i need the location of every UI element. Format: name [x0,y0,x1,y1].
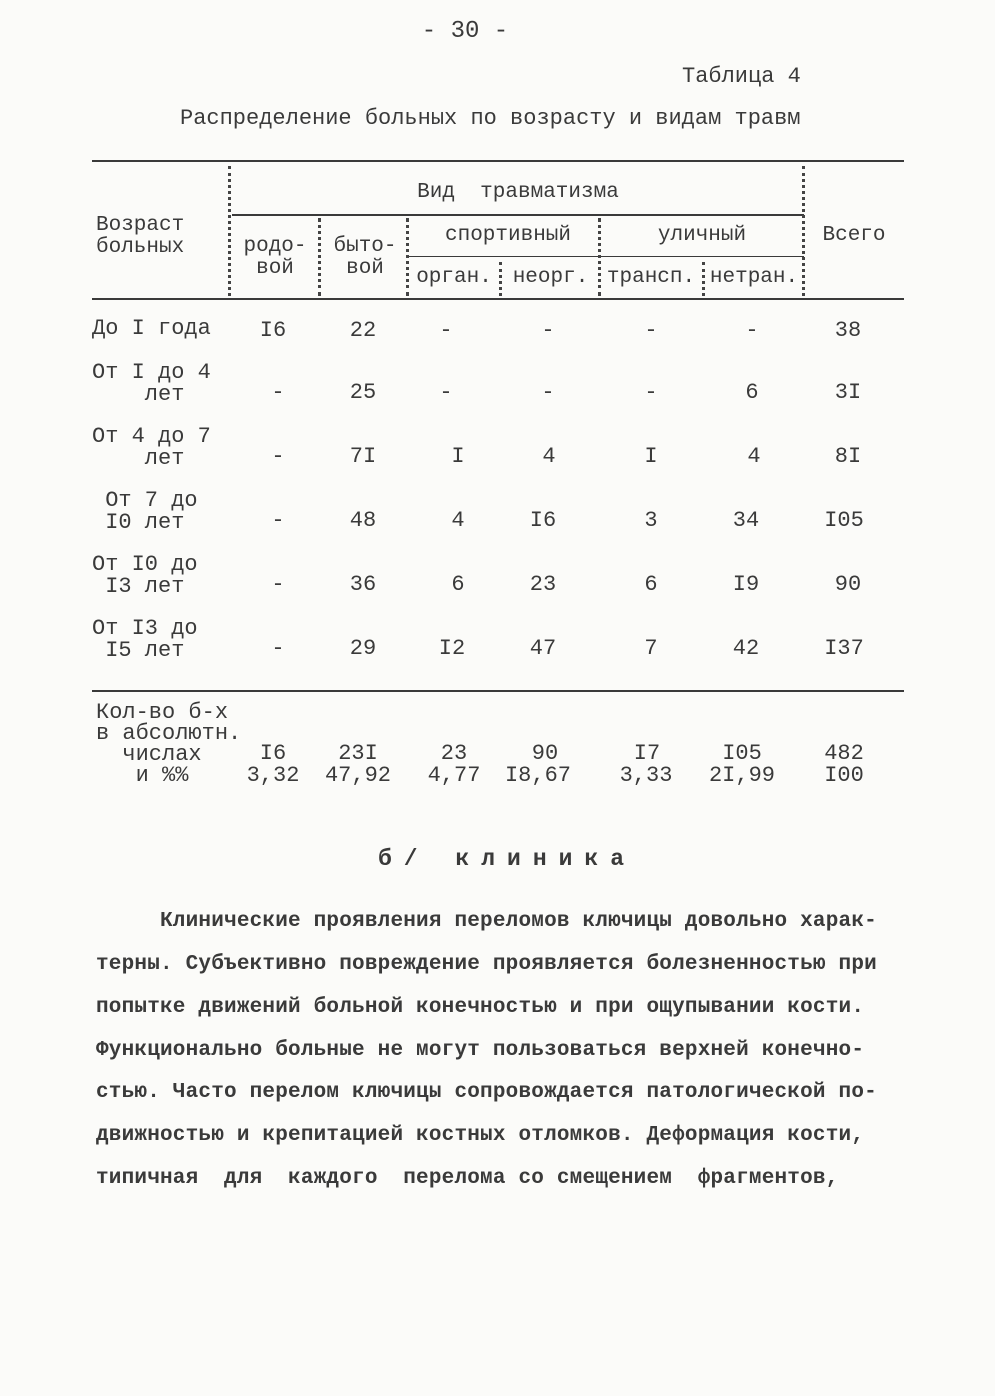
subgroup-header-rule [408,256,804,257]
summary-abs-neorg: 90 [531,741,559,766]
cell-transp: 6 [644,572,658,597]
cell-netran: 42 [732,636,760,661]
group-header-rule [232,214,804,216]
cell-rodovoy: - [271,572,285,597]
row-age-label: От I0 до I3 лет [92,552,198,599]
paragraph-line: типичная для каждого перелома со смещением фрагментов, [96,1167,839,1190]
summary-abs-rodovoy: I6 [259,741,287,766]
cell-neorg: 23 [529,572,557,597]
cell-bytovoy: 29 [349,636,377,661]
cell-transp: I [644,444,658,469]
cell-transp: - [644,380,658,405]
summary-pct-total: I00 [824,763,864,788]
cell-neorg: I6 [529,508,557,533]
cell-rodovoy: I6 [259,318,287,343]
header-bytovoy: быто- вой [333,235,397,280]
summary-pct-bytovoy: 47,92 [324,763,391,788]
summary-pct-org: 4,77 [427,763,481,788]
cell-netran: I9 [732,572,760,597]
cell-rodovoy: - [271,444,285,469]
cell-rodovoy: - [271,636,285,661]
column-separator [702,262,705,296]
cell-netran: 34 [732,508,760,533]
cell-org: I2 [438,636,466,661]
section-title: б/ клиника [378,846,637,872]
header-injury-type: Вид травматизма [417,181,619,204]
cell-bytovoy: 48 [349,508,377,533]
row-age-label: От I3 до I5 лет [92,616,198,663]
paragraph-line: терны. Субъективно повреждение проявляется болезненностью при [96,953,877,976]
row-age-label: От 7 до I0 лет [105,488,198,535]
cell-transp: - [644,318,658,343]
header-street: уличный [657,224,747,247]
table-title: Распределение больных по возрасту и видам травм [180,106,801,131]
cell-netran: - [745,318,759,343]
page-number: - 30 - [421,18,509,45]
cell-transp: 3 [644,508,658,533]
cell-rodovoy: - [271,380,285,405]
cell-neorg: - [541,380,555,405]
cell-org: 6 [451,572,465,597]
column-separator [318,218,321,296]
cell-bytovoy: 22 [349,318,377,343]
cell-bytovoy: 7I [349,444,377,469]
summary-rule [92,690,904,692]
header-org: орган. [416,266,492,289]
cell-total: 90 [834,572,862,597]
paragraph-line: попытке движений больной конечностью и при ощупывании кости. [96,996,865,1019]
cell-transp: 7 [644,636,658,661]
cell-total: I05 [824,508,864,533]
summary-abs-transp: I7 [633,741,661,766]
column-separator [598,218,601,296]
cell-neorg: 4 [542,444,556,469]
cell-netran: 6 [745,380,759,405]
summary-abs-total: 482 [824,741,864,766]
cell-netran: 4 [747,444,761,469]
cell-rodovoy: - [271,508,285,533]
cell-org: I [451,444,465,469]
summary-pct-rodovoy: 3,32 [246,763,300,788]
paragraph-line: движностью и крепитацией костных отломков. Деформация кости, [96,1124,865,1147]
summary-abs-netran: I05 [722,741,762,766]
cell-bytovoy: 25 [349,380,377,405]
cell-neorg: - [541,318,555,343]
cell-total: 8I [834,444,862,469]
header-neorg: неорг. [512,266,589,289]
cell-org: 4 [451,508,465,533]
header-total: Всего [822,224,886,247]
table-top-rule [92,160,904,162]
header-bottom-rule [92,298,904,300]
cell-neorg: 47 [529,636,557,661]
row-age-label: До I года [92,316,211,341]
cell-total: 3I [834,380,862,405]
summary-pct-neorg: I8,67 [504,763,571,788]
paragraph-line: Клинические проявления переломов ключицы довольно харак- [96,910,877,933]
cell-org: - [439,318,453,343]
header-netran: нетран. [709,266,799,289]
column-separator [499,262,502,296]
row-age-label: От 4 до 7 лет [92,424,211,471]
paragraph-line: стью. Часто перелом ключицы сопровождается патологической по- [96,1081,877,1104]
header-rodovoy: родо- вой [243,235,307,280]
summary-abs-bytovoy: 23I [338,741,378,766]
cell-total: I37 [824,636,864,661]
column-separator [406,218,409,296]
column-separator [228,166,231,296]
summary-label: Кол-во б-х в абсолютн. числах и %% [96,700,242,788]
header-sport: спортивный [444,224,572,247]
summary-pct-netran: 2I,99 [708,763,775,788]
cell-bytovoy: 36 [349,572,377,597]
table-label: Таблица 4 [682,64,801,89]
cell-total: 38 [834,318,862,343]
cell-org: - [439,380,453,405]
header-age: Возраст больных [96,214,185,259]
row-age-label: От I до 4 лет [92,360,211,407]
header-transp: трансп. [606,266,696,289]
summary-pct-transp: 3,33 [619,763,673,788]
summary-abs-org: 23 [440,741,468,766]
paragraph-line: Функционально больные не могут пользоваться верхней конечно- [96,1039,865,1062]
